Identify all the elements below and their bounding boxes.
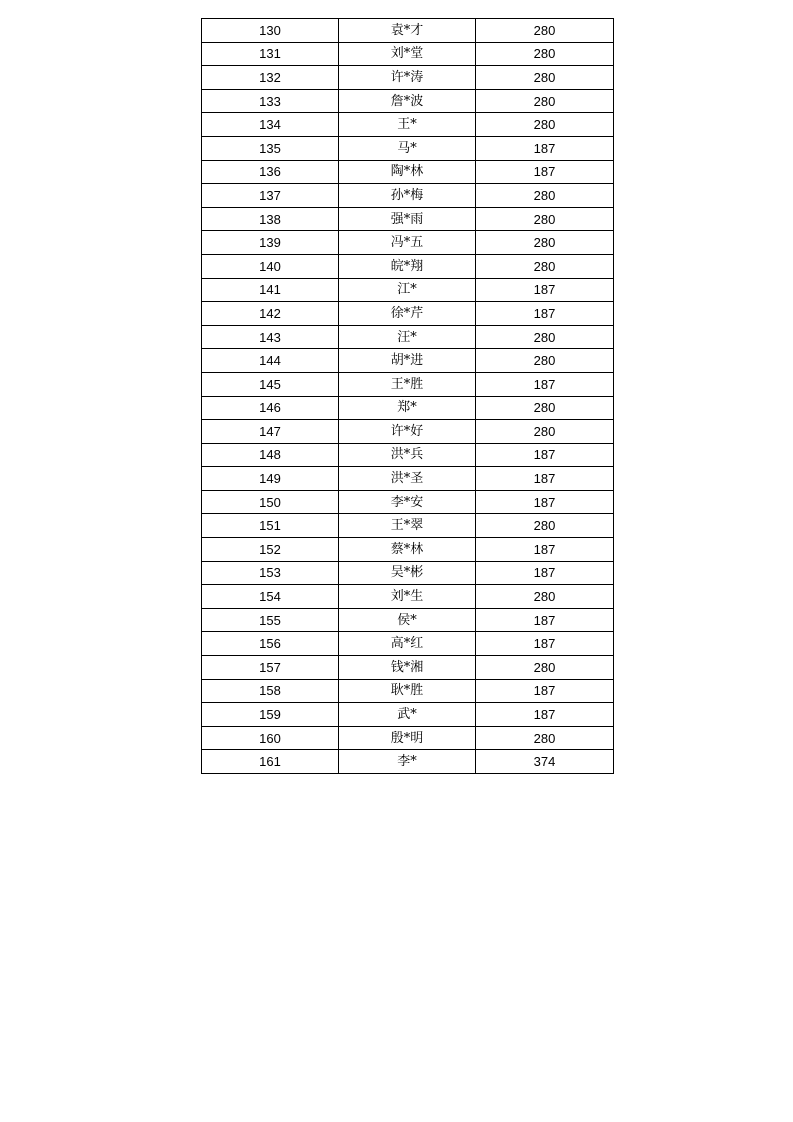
table-row [202,608,614,632]
recipient-name-cell: 高*红 [339,632,476,656]
amount-cell: 280 [476,656,614,680]
recipient-name-cell: 孙*梅 [339,184,476,208]
amount-cell: 280 [476,184,614,208]
table-row [202,372,614,396]
recipient-name-cell: 许*涛 [339,66,476,90]
recipient-name-cell: 王* [339,113,476,137]
table-row [202,160,614,184]
row-number-cell: 136 [202,160,339,184]
table-row [202,561,614,585]
recipient-name-cell: 刘*堂 [339,42,476,66]
amount-cell: 280 [476,254,614,278]
row-number-cell: 161 [202,750,339,774]
recipient-name-cell: 耿*胜 [339,679,476,703]
amount-cell: 280 [476,349,614,373]
amount-cell: 187 [476,703,614,727]
table-row [202,750,614,774]
recipient-name-cell: 侯* [339,608,476,632]
row-number-cell: 156 [202,632,339,656]
row-number-cell: 157 [202,656,339,680]
recipient-name-cell: 陶*林 [339,160,476,184]
table-row [202,632,614,656]
amount-cell: 187 [476,632,614,656]
recipient-name-cell: 王*胜 [339,372,476,396]
row-number-cell: 146 [202,396,339,420]
roster-table-body [202,19,614,774]
amount-cell: 187 [476,160,614,184]
recipient-name-cell: 冯*五 [339,231,476,255]
table-row [202,42,614,66]
amount-cell: 280 [476,19,614,43]
recipient-name-cell: 洪*圣 [339,467,476,491]
row-number-cell: 153 [202,561,339,585]
table-row [202,325,614,349]
amount-cell: 280 [476,514,614,538]
row-number-cell: 138 [202,207,339,231]
amount-cell: 280 [476,42,614,66]
table-row [202,302,614,326]
row-number-cell: 160 [202,726,339,750]
recipient-name-cell: 王*翠 [339,514,476,538]
recipient-name-cell: 胡*进 [339,349,476,373]
table-row [202,89,614,113]
amount-cell: 280 [476,113,614,137]
amount-cell: 187 [476,372,614,396]
row-number-cell: 158 [202,679,339,703]
table-row [202,490,614,514]
row-number-cell: 148 [202,443,339,467]
table-row [202,467,614,491]
amount-cell: 187 [476,608,614,632]
row-number-cell: 143 [202,325,339,349]
table-row [202,66,614,90]
table-row [202,538,614,562]
row-number-cell: 142 [202,302,339,326]
table-row [202,443,614,467]
row-number-cell: 131 [202,42,339,66]
amount-cell: 187 [476,490,614,514]
row-number-cell: 159 [202,703,339,727]
table-row [202,113,614,137]
row-number-cell: 154 [202,585,339,609]
recipient-name-cell: 袁*才 [339,19,476,43]
recipient-name-cell: 蔡*林 [339,538,476,562]
table-row [202,656,614,680]
row-number-cell: 155 [202,608,339,632]
table-row [202,254,614,278]
amount-cell: 187 [476,561,614,585]
table-row [202,136,614,160]
row-number-cell: 149 [202,467,339,491]
table-row [202,278,614,302]
table-row [202,420,614,444]
amount-cell: 187 [476,278,614,302]
recipient-name-cell: 洪*兵 [339,443,476,467]
table-row [202,349,614,373]
row-number-cell: 133 [202,89,339,113]
amount-cell: 187 [476,302,614,326]
amount-cell: 280 [476,207,614,231]
row-number-cell: 147 [202,420,339,444]
amount-cell: 187 [476,136,614,160]
recipient-name-cell: 徐*芹 [339,302,476,326]
recipient-name-cell: 詹*波 [339,89,476,113]
amount-cell: 280 [476,325,614,349]
recipient-name-cell: 许*好 [339,420,476,444]
recipient-name-cell: 郑* [339,396,476,420]
amount-cell: 187 [476,467,614,491]
amount-cell: 187 [476,538,614,562]
table-row [202,396,614,420]
table-row [202,207,614,231]
table-row [202,184,614,208]
table-row [202,679,614,703]
amount-cell: 280 [476,420,614,444]
table-row [202,231,614,255]
recipient-name-cell: 钱*湘 [339,656,476,680]
table-row [202,726,614,750]
amount-cell: 280 [476,66,614,90]
row-number-cell: 140 [202,254,339,278]
row-number-cell: 130 [202,19,339,43]
amount-cell: 280 [476,89,614,113]
row-number-cell: 151 [202,514,339,538]
row-number-cell: 137 [202,184,339,208]
row-number-cell: 144 [202,349,339,373]
row-number-cell: 135 [202,136,339,160]
recipient-name-cell: 武* [339,703,476,727]
amount-cell: 280 [476,396,614,420]
amount-cell: 280 [476,231,614,255]
recipient-name-cell: 李* [339,750,476,774]
row-number-cell: 145 [202,372,339,396]
recipient-name-cell: 刘*生 [339,585,476,609]
row-number-cell: 134 [202,113,339,137]
row-number-cell: 141 [202,278,339,302]
table-row [202,19,614,43]
amount-cell: 280 [476,726,614,750]
amount-cell: 187 [476,443,614,467]
recipient-name-cell: 李*安 [339,490,476,514]
amount-cell: 280 [476,585,614,609]
recipient-name-cell: 吴*彬 [339,561,476,585]
row-number-cell: 132 [202,66,339,90]
recipient-name-cell: 殷*明 [339,726,476,750]
row-number-cell: 152 [202,538,339,562]
row-number-cell: 139 [202,231,339,255]
row-number-cell: 150 [202,490,339,514]
table-row [202,703,614,727]
recipient-name-cell: 汪* [339,325,476,349]
recipient-name-cell: 皖*翔 [339,254,476,278]
roster-table [201,18,614,774]
recipient-name-cell: 马* [339,136,476,160]
table-row [202,514,614,538]
recipient-name-cell: 强*雨 [339,207,476,231]
amount-cell: 187 [476,679,614,703]
table-row [202,585,614,609]
recipient-name-cell: 江* [339,278,476,302]
amount-cell: 374 [476,750,614,774]
